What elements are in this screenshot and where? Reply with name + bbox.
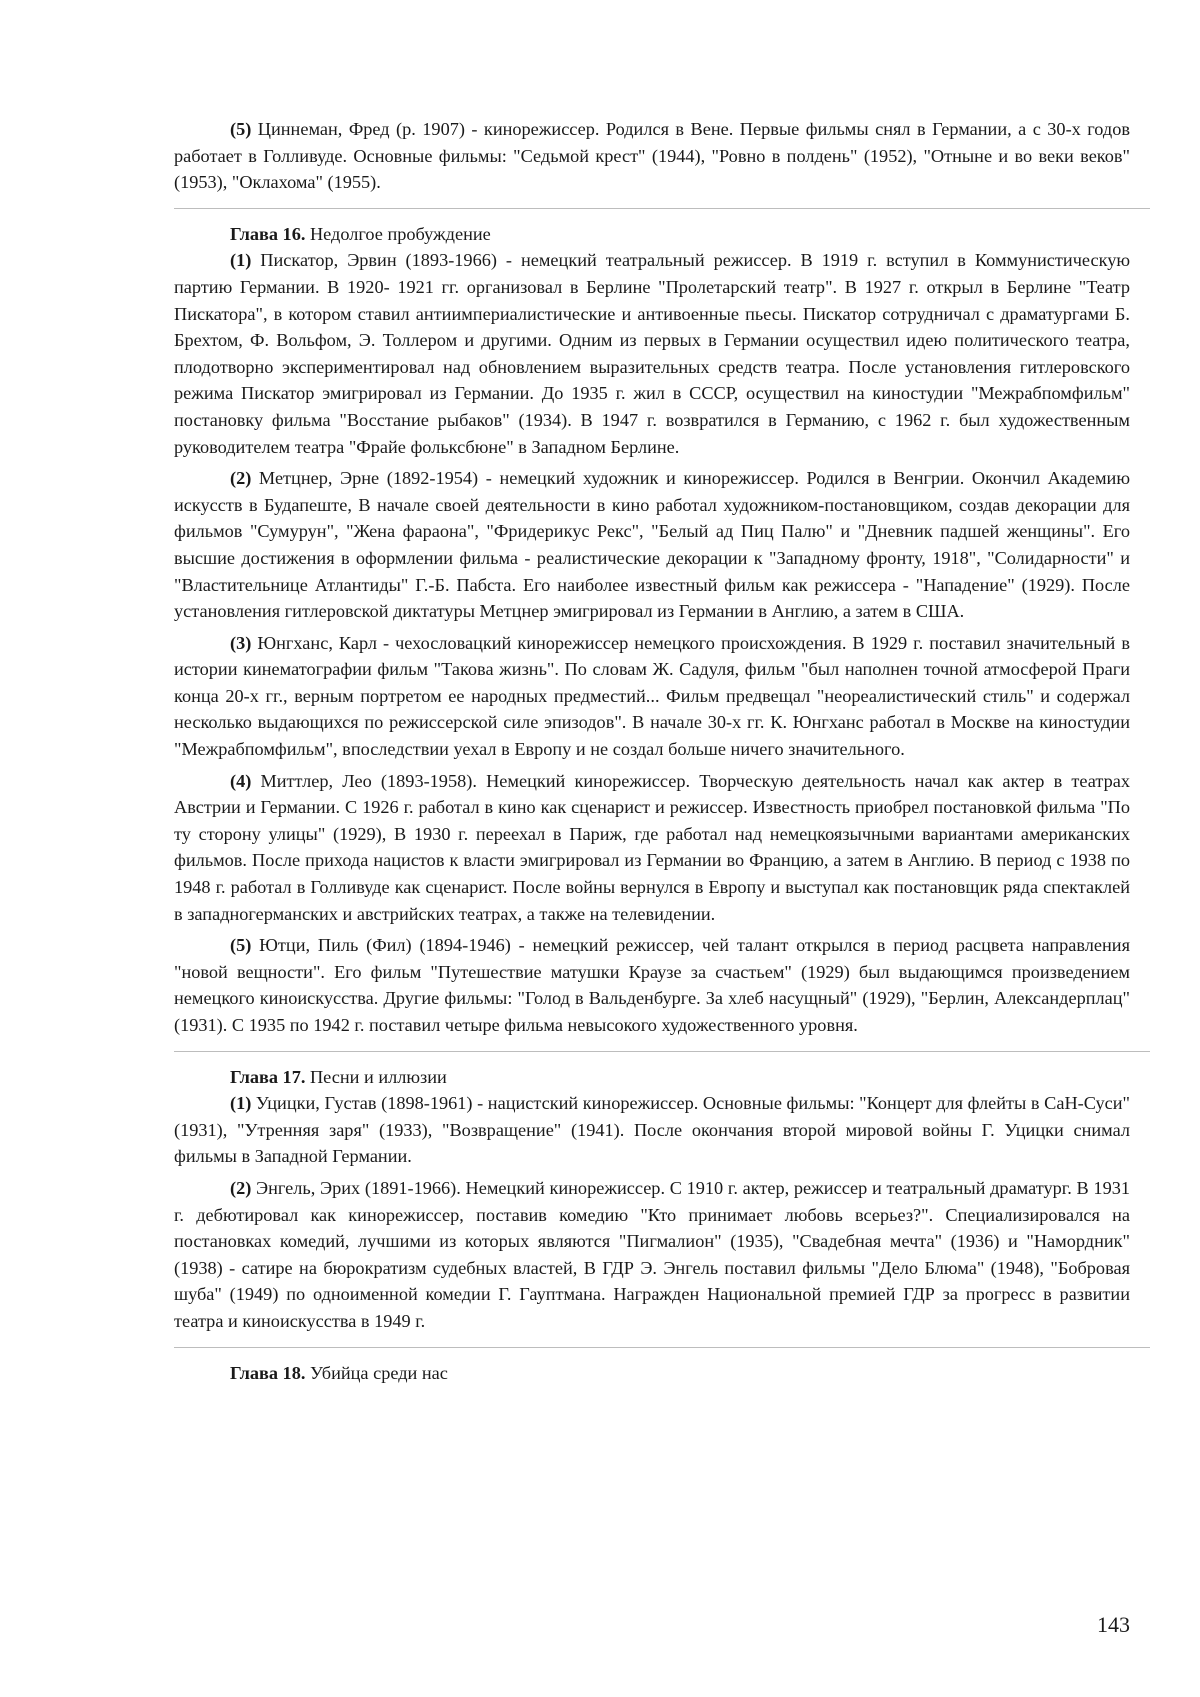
footnote-entry	[174, 630, 1130, 763]
entry-text: Циннеман, Фред (р. 1907) - кинорежиссер. Родился в Вене. Первые фильмы снял в Германии, а с 30-х годов работает в Голливуде. Основные фильмы: "Седьмой крест" (1944), "Ровно в полдень" (1952), "Отныне и во веки веков" (1953), "Оклахома" (1955).	[174, 119, 1130, 193]
chapter-title: Убийца среди нас	[305, 1362, 448, 1383]
footnote-entry	[174, 1090, 1130, 1170]
chapter-18-section	[174, 1360, 1130, 1387]
entry-text: Энгель, Эрих (1891-1966). Немецкий кинорежиссер. С 1910 г. актер, режиссер и театральный драматург. В 1931 г. дебютировал как кинорежиссер, поставив комедию "Кто принимает любовь всерьез?". Специализировался на постановках комедий, лучшими из которых являются "Пигмалион" (1935), "Свадебная мечта" (1936) и "Намордник" (1938) - сатире на бюрократизм судебных властей, В ГДР Э. Энгель поставил фильмы "Дело Блюма" (1948), "Бобровая шуба" (1949) по одноименной комедии Г. Гауптмана. Награжден Национальной премией ГДР за прогресс в развитии театра и киноискусства в 1949 г.	[174, 1177, 1130, 1331]
chapter-title: Песни и иллюзии	[305, 1066, 447, 1087]
entry-number: (5)	[230, 935, 252, 956]
chapter-label: Глава 17.	[230, 1066, 306, 1087]
intro-entry	[174, 116, 1130, 196]
chapter-heading	[174, 221, 1130, 248]
chapter-16-section	[174, 221, 1130, 1039]
entry-number: (1)	[230, 250, 252, 271]
entry-text: Ютци, Пиль (Фил) (1894-1946) - немецкий режиссер, чей талант открылся в период расцвета направления "новой вещности". Его фильм "Путешествие матушки Краузе за счастьем" (1929) был выдающимся произведением немецкого киноискусства. Другие фильмы: "Голод в Вальденбурге. За хлеб насущный" (1929), "Берлин, Александерплац" (1931). С 1935 по 1942 г. поставил четыре фильма невысокого художественного уровня.	[174, 935, 1130, 1035]
entry-text: Миттлер, Лео (1893-1958). Немецкий кинорежиссер. Творческую деятельность начал как актер в театрах Австрии и Германии. С 1926 г. работал в кино как сценарист и режиссер. Известность приобрел постановкой фильма "По ту сторону улицы" (1929), В 1930 г. переехал в Париж, где работал над немецкоязычными вариантами американских фильмов. После прихода нацистов к власти эмигрировал из Германии во Францию, а затем в Англию. В период с 1938 по 1948 г. работал в Голливуде как сценарист. После войны вернулся в Европу и выступал как постановщик ряда спектаклей в западногерманских и австрийских театрах, а также на телевидении.	[174, 770, 1130, 924]
entry-number: (2)	[230, 1177, 252, 1198]
footnote-entry	[174, 465, 1130, 625]
entry-text: Пискатор, Эрвин (1893-1966) - немецкий театральный режиссер. В 1919 г. вступил в Коммунистическую партию Германии. В 1920- 1921 гг. организовал в Берлине "Пролетарский театр". В 1927 г. открыл в Берлине "Театр Пискатора", в котором ставил антиимпериалистические и антивоенные пьесы. Пискатор сотрудничал с драматургами Б. Брехтом, Ф. Вольфом, Э. Толлером и другими. Одним из первых в Германии осуществил идею политического театра, плодотворно экспериментировал над обновлением выразительных средств театра. После установления гитлеровского режима Пискатор эмигрировал из Германии. До 1935 г. жил в СССР, осуществил на киностудии "Межрабпомфильм" постановку фильма "Восстание рыбаков" (1934). В 1947 г. возвратился в Германию, с 1962 г. был художественным руководителем театра "Фрайе фольксбюне" в Западном Берлине.	[174, 250, 1130, 457]
footnote-entry	[174, 768, 1130, 928]
chapter-label: Глава 18.	[230, 1362, 306, 1383]
entry-text: Уцицки, Густав (1898-1961) - нацистский кинорежиссер. Основные фильмы: "Концерт для флейты в СаН-Суси" (1931), "Утренняя заря" (1933), "Возвращение" (1941). После окончания второй мировой войны Г. Уцицки снимал фильмы в Западной Германии.	[174, 1093, 1130, 1167]
chapter-label: Глава 16.	[230, 223, 306, 244]
chapter-17-section	[174, 1064, 1130, 1335]
chapter-title: Недолгое пробуждение	[305, 223, 491, 244]
divider	[174, 1347, 1150, 1348]
footnote-entry	[174, 247, 1130, 460]
divider	[174, 208, 1150, 209]
footnote-entry	[174, 1175, 1130, 1335]
entry-number: (4)	[230, 770, 252, 791]
entry-number: (1)	[230, 1093, 252, 1114]
entry-text: Юнгханс, Карл - чехословацкий кинорежиссер немецкого происхождения. В 1929 г. поставил значительный в истории кинематографии фильм "Такова жизнь". По словам Ж. Садуля, фильм "был наполнен точной атмосферой Праги конца 20-х гг., верным портретом ее народных предместий... Фильм предвещал "неореалистический стиль" и содержал несколько выдающихся по режиссерской силе эпизодов". В начале 30-х гг. К. Юнгханс работал в Москве на киностудии "Межрабпомфильм", впоследствии уехал в Европу и не создал больше ничего значительного.	[174, 632, 1130, 760]
chapter-heading	[174, 1064, 1130, 1091]
entry-text: Метцнер, Эрне (1892-1954) - немецкий художник и кинорежиссер. Родился в Венгрии. Окончил Академию искусств в Будапеште, В начале своей деятельности в кино работал художником-постановщиком, создав декорации для фильмов "Сумурун", "Жена фараона", "Фридерикус Рекс", "Белый ад Пиц Палю" и "Дневник падшей женщины". Его высшие достижения в оформлении фильма - реалистические декорации к "Западному фронту, 1918", "Солидарности" и "Властительнице Атлантиды" Г.-Б. Пабста. Его наиболее известный фильм как режиссера - "Нападение" (1929). После установления гитлеровской диктатуры Метцнер эмигрировал из Германии в Англию, а затем в США.	[174, 468, 1130, 622]
divider	[174, 1051, 1150, 1052]
entry-number: (2)	[230, 468, 252, 489]
chapter-heading	[174, 1360, 1130, 1387]
entry-number: (3)	[230, 632, 252, 653]
page-body	[174, 116, 1130, 1386]
page-number: 143	[1097, 1612, 1130, 1637]
footnote-entry	[174, 932, 1130, 1038]
entry-number: (5)	[230, 119, 252, 139]
